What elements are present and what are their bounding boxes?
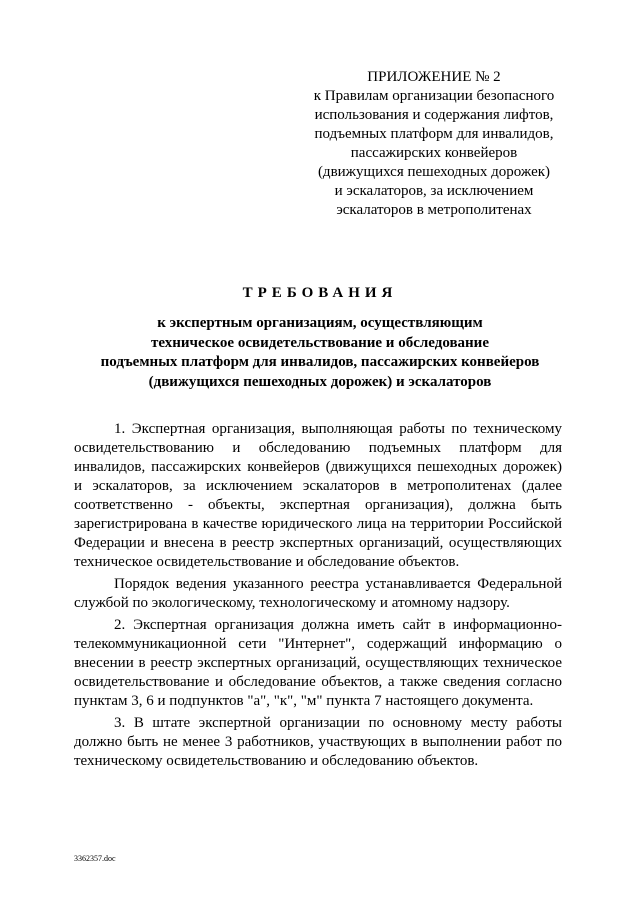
appendix-line: ПРИЛОЖЕНИЕ № 2 [367, 69, 501, 85]
subtitle-line: (движущихся пешеходных дорожек) и эскалаторов [148, 373, 492, 390]
appendix-line: эскалаторов в метрополитенах [336, 202, 532, 218]
appendix-header [300, 68, 568, 220]
document-title: ТРЕБОВАНИЯ [242, 285, 398, 301]
document-subtitle [70, 314, 570, 392]
paragraph-registry: Порядок ведения указанного реестра устанавливается Федеральной службой по экологическому, технологическому и атомному надзору. [74, 576, 562, 611]
document-body [74, 420, 562, 771]
subtitle-line: техническое освидетельствование и обследование [151, 334, 489, 351]
appendix-line: подъемных платформ для инвалидов, [314, 126, 554, 142]
paragraph-3: 3. В штате экспертной организации по основному месту работы должно быть не менее 3 работников, участвующих в выполнении работ по техническому освидетельствованию и обследованию объектов. [74, 715, 562, 769]
subtitle-line: подъемных платформ для инвалидов, пассажирских конвейеров [100, 354, 540, 370]
appendix-line: пассажирских конвейеров [350, 145, 518, 161]
subtitle-line: к экспертным организациям, осуществляющим [157, 315, 483, 331]
paragraph-2: 2. Экспертная организация должна иметь сайт в информационно-телекоммуникационной сети "Интернет", содержащий информацию о внесении в реестр экспертных организаций, осуществляющих техническое освидетельствование и обследование объектов, а также сведения согласно пунктам 3, 6 и подпунктов "а", "к", "м" пункта 7 настоящего документа. [74, 617, 562, 709]
appendix-line: использования и содержания лифтов, [314, 107, 554, 123]
appendix-line: и эскалаторов, за исключением [334, 183, 534, 199]
appendix-line: (движущихся пешеходных дорожек) [317, 164, 551, 180]
paragraph-1: 1. Экспертная организация, выполняющая работы по техническому освидетельствованию и обследованию подъемных платформ для инвалидов, пассажирских конвейеров (движущихся пешеходных дорожек) и эскалаторов, за исключением эскалаторов в метрополитенах (далее соответственно - объекты, экспертная организация), должна быть зарегистрирована в качестве юридического лица на территории Российской Федерации и внесена в реестр экспертных организаций, осуществляющих техническое освидетельствование и обследование объектов. [74, 421, 562, 570]
appendix-line: к Правилам организации безопасного [313, 88, 555, 104]
file-name-footer: 3362357.doc [74, 854, 116, 863]
